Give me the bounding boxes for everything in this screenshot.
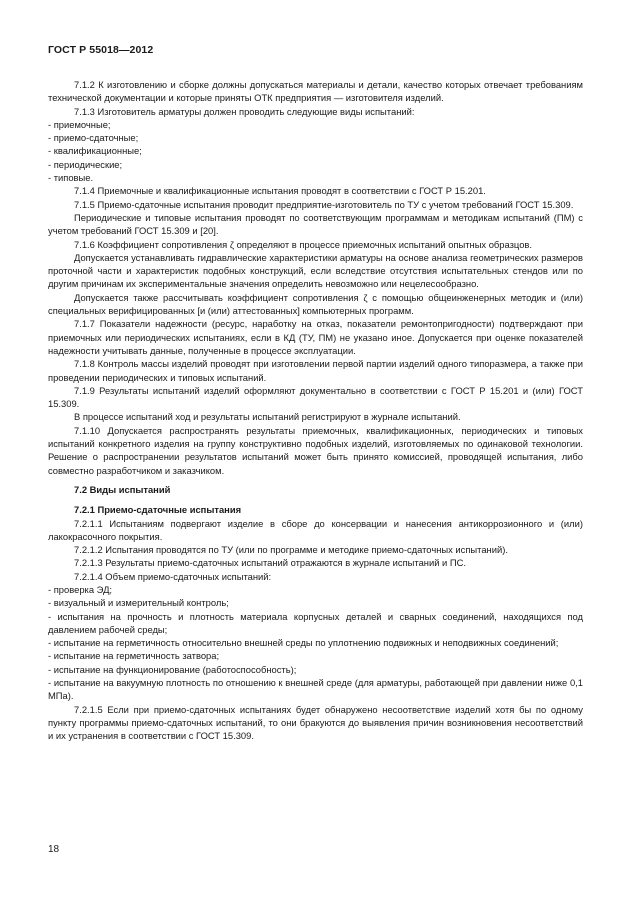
paragraph: 7.1.8 Контроль массы изделий проводят при изготовлении первой партии изделий одного типоразмера, а также при проведении периодических и типовых испытаний.	[48, 358, 583, 383]
paragraph: 7.1.9 Результаты испытаний изделий оформляют документально в соответствии с ГОСТ Р 15.201 и (или) ГОСТ 15.309.	[48, 384, 583, 410]
list-item: - испытание на герметичность затвора;	[48, 650, 220, 662]
list-item: - приемочные;	[48, 118, 111, 130]
paragraph: 7.1.7 Показатели надежности (ресурс, наработку на отказ, показатели ремонтопригодности) подтверждают при приемочных или периодических испытаниях, если в КД (ТУ, ПМ) не указано иное. Допускается при оценке показателей надежности учитывать данные, полученные в процессе эксплуатации.	[48, 318, 583, 356]
paragraph: 7.1.5 Приемо-сдаточные испытания проводит предприятие-изготовитель по ТУ с учетом требований ГОСТ 15.309.	[74, 198, 574, 210]
paragraph: Допускается устанавливать гидравлические характеристики арматуры на основе анализа геометрических размеров проточной части и характеристик подобных конструкций, если вследствие отсутствия испытательных стендов или по другим причинам их экспериментальные значения определить невозможно или нецелесообразно.	[48, 251, 583, 290]
paragraph: 7.1.4 Приемочные и квалификационные испытания проводят в соответствии с ГОСТ Р 15.201.	[74, 185, 486, 197]
paragraph: 7.1.10 Допускается распространять результаты приемочных, квалификационных, периодических и типовых испытаний конкретного изделия на группу конструктивно подобных изделий, изготовляемых по одинаковой технологии. Решение о распространении результатов испытаний может быть принято комиссией, проводящей испытания, либо совместно разработчиком и заказчиком.	[48, 424, 583, 476]
paragraph: 7.2.1.1 Испытаниям подвергают изделие в сборе до консервации и нанесения антикоррозионного и (или) лакокрасочного покрытия.	[48, 517, 583, 542]
list-item: - квалификационные;	[48, 145, 142, 157]
list-item: - периодические;	[48, 158, 123, 170]
standard-header: ГОСТ Р 55018—2012	[48, 44, 154, 56]
list-item: - проверка ЭД;	[48, 583, 113, 595]
paragraph: 7.1.3 Изготовитель арматуры должен проводить следующие виды испытаний:	[74, 105, 415, 117]
list-item: - испытание на функционирование (работоспособность);	[48, 663, 297, 675]
list-item: - испытание на герметичность относительно внешней среды по уплотнению подвижных и неподвижных соединений;	[48, 637, 559, 649]
paragraph: Периодические и типовые испытания проводят по соответствующим программам и методикам испытаний (ПМ) с учетом требований ГОСТ 15.309 и [20].	[48, 211, 583, 237]
list-item: - визуальный и измерительный контроль;	[48, 597, 229, 609]
section-title: 7.2 Виды испытаний	[74, 483, 171, 495]
document-body	[48, 78, 583, 743]
page-number: 18	[48, 844, 60, 855]
paragraph: 7.2.1.2 Испытания проводятся по ТУ (или по программе и методике приемо-сдаточных испытаний).	[74, 544, 508, 556]
list-item: - испытания на прочность и плотность материала корпусных деталей и сварных соединений, находящихся под давлением рабочей среды;	[48, 610, 583, 635]
paragraph: Допускается также рассчитывать коэффициент сопротивления ζ с помощью общеинженерных методик и (или) специальных верифицированных [и (или) аттестованных] компьютерных программ.	[48, 291, 583, 317]
paragraph: 7.2.1.4 Объем приемо-сдаточных испытаний:	[74, 570, 272, 582]
paragraph: В процессе испытаний ход и результаты испытаний регистрируют в журнале испытаний.	[74, 411, 461, 423]
paragraph: 7.1.6 Коэффициент сопротивления ζ определяют в процессе приемочных испытаний опытных образцов.	[74, 238, 532, 250]
list-item: - типовые.	[48, 172, 94, 184]
list-item: - приемо-сдаточные;	[48, 132, 139, 144]
subsection-title: 7.2.1 Приемо-сдаточные испытания	[74, 504, 242, 516]
list-item: - испытание на вакуумную плотность по отношению к внешней среде (для арматуры, работающей при давлении ниже 0,1 МПа).	[48, 677, 583, 702]
paragraph: 7.2.1.3 Результаты приемо-сдаточных испытаний отражаются в журнале испытаний и ПС.	[74, 557, 467, 569]
paragraph: 7.2.1.5 Если при приемо-сдаточных испытаниях будет обнаружено несоответствие изделий хотя бы по одному пункту программы приемо-сдаточных испытаний, то они бракуются до выявления причин возникновения несоответствий и их устранения в соответствии с ГОСТ 15.309.	[48, 703, 583, 742]
paragraph: 7.1.2 К изготовлению и сборке должны допускаться материалы и детали, качество которых отвечает требованиям технической документации и которые приняты ОТК предприятия — изготовителя изделий.	[48, 79, 583, 104]
